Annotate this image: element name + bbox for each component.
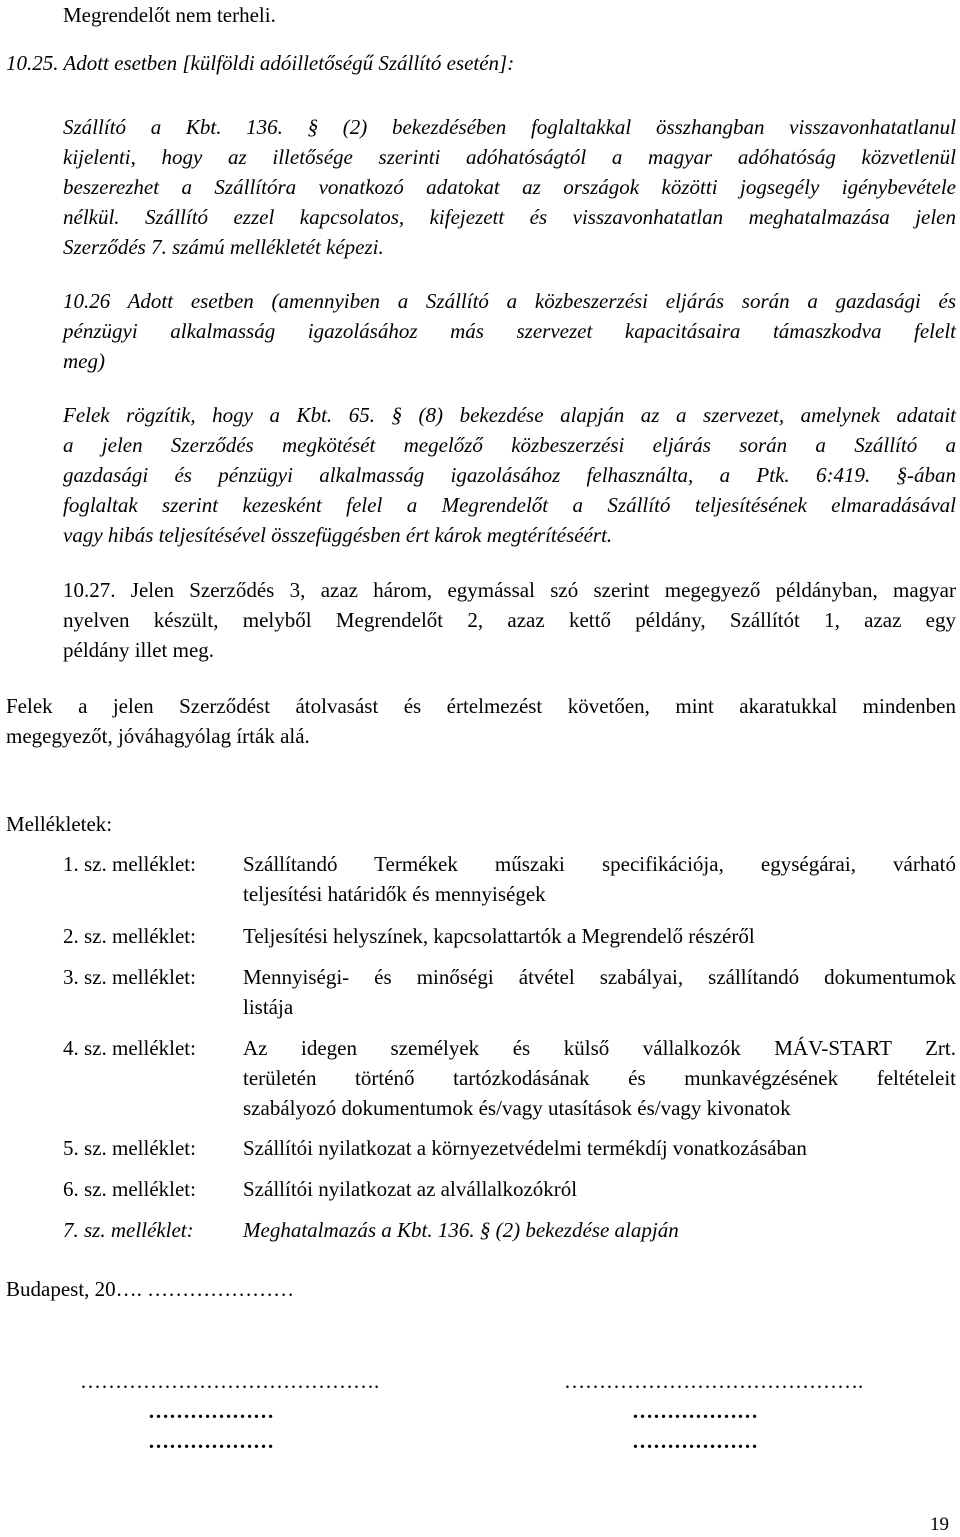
annex-description [243, 1215, 956, 1245]
signature-line-right: ……………………………………. [564, 1369, 864, 1393]
section-10-27 [63, 575, 956, 665]
section-10-25-body [63, 112, 956, 262]
annex-description [243, 1174, 956, 1204]
annex-description [243, 849, 956, 909]
section-line: Szállító a Kbt. 136. § (2) bekezdésében foglaltakkal összhangban visszavonhatatlanul [63, 115, 956, 139]
annex-number: 7. sz. melléklet: [63, 1218, 194, 1242]
section-10-25-heading: 10.25. Adott esetben [külföldi adóilletőségű Szállító esetén]: [6, 51, 515, 75]
annex-line: Szállítandó Termékek műszaki specifikációja, egységárai, várható [243, 852, 956, 876]
annex-number: 3. sz. melléklet: [63, 965, 196, 989]
signatory-name-left: ……………… [148, 1399, 274, 1423]
annex-line: listája [243, 995, 294, 1019]
section-line: Felek a jelen Szerződést átolvasást és értelmezést követően, mint akaratukkal mindenben [6, 694, 956, 718]
annex-number: 4. sz. melléklet: [63, 1036, 196, 1060]
signatory-title-left: ……………… [148, 1429, 274, 1453]
section-line: Felek rögzítik, hogy a Kbt. 65. § (8) bekezdése alapján az a szervezet, amelynek adatait [63, 403, 956, 427]
continuation-text: Megrendelőt nem terheli. [63, 3, 276, 27]
section-line: Szerződés 7. számú mellékletét képezi. [63, 235, 384, 259]
page-number: 19 [930, 1514, 949, 1535]
section-line: beszerezhet a Szállítóra vonatkozó adatokat az országok közötti jogsegély igénybevétele [63, 175, 956, 199]
annex-line: Szállítói nyilatkozat az alvállalkozókról [243, 1177, 578, 1201]
section-line: 10.27. Jelen Szerződés 3, azaz három, egymással szó szerint megegyező példányban, magyar [63, 578, 956, 602]
section-line: meg) [63, 349, 105, 373]
section-line: nyelven készült, melyből Megrendelőt 2, azaz kettő példány, Szállítót 1, azaz egy [63, 608, 956, 632]
section-line: foglaltak szerint kezesként felel a Megrendelőt a Szállító teljesítésének elmaradásával [63, 493, 956, 517]
closing-paragraph [6, 691, 956, 751]
section-10-26-heading [63, 286, 956, 376]
annex-description [243, 921, 956, 951]
section-line: kijelenti, hogy az illetősége szerinti adóhatóságtól a magyar adóhatóság közvetlenül [63, 145, 956, 169]
annex-description [243, 962, 956, 1022]
annex-number: 5. sz. melléklet: [63, 1136, 196, 1160]
section-line: példány illet meg. [63, 638, 215, 662]
annex-line: teljesítési határidők és mennyiségek [243, 882, 546, 906]
section-line: megegyezőt, jóváhagyólag írták alá. [6, 724, 310, 748]
signatory-title-right: ……………… [632, 1429, 758, 1453]
section-line: 10.26 Adott esetben (amennyiben a Szállító a közbeszerzési eljárás során a gazdasági és [63, 289, 956, 313]
annex-number: 2. sz. melléklet: [63, 924, 196, 948]
annex-number: 6. sz. melléklet: [63, 1177, 196, 1201]
section-line: gazdasági és pénzügyi alkalmasság igazolásához felhasználta, a Ptk. 6:419. §-ában [63, 463, 956, 487]
annex-line: területén történő tartózkodásának és munkavégzésének feltételeit [243, 1066, 956, 1090]
annex-description [243, 1033, 956, 1123]
annex-line: Az idegen személyek és külső vállalkozók MÁV-START Zrt. [243, 1036, 956, 1060]
signature-line-left: ……………………………………. [80, 1369, 380, 1393]
annex-line: Szállítói nyilatkozat a környezetvédelmi termékdíj vonatkozásában [243, 1136, 807, 1160]
annexes-title: Mellékletek: [6, 812, 113, 836]
section-10-26-body [63, 400, 956, 550]
place-date: Budapest, 20…. ………………… [6, 1277, 295, 1301]
section-line: nélkül. Szállító ezzel kapcsolatos, kifejezett és visszavonhatatlan meghatalmazása jelen [63, 205, 956, 229]
annex-description [243, 1133, 956, 1163]
section-line: a jelen Szerződés megkötését megelőző közbeszerzési eljárás során a Szállító a [63, 433, 956, 457]
annex-line: Teljesítési helyszínek, kapcsolattartók a Megrendelő részéről [243, 924, 755, 948]
annex-line: Meghatalmazás a Kbt. 136. § (2) bekezdése alapján [243, 1218, 679, 1242]
signatory-name-right: ……………… [632, 1399, 758, 1423]
annex-number: 1. sz. melléklet: [63, 852, 196, 876]
section-line: pénzügyi alkalmasság igazolásához más szervezet kapacitásaira támaszkodva felelt [63, 319, 956, 343]
annex-line: szabályozó dokumentumok és/vagy utasítások és/vagy kivonatok [243, 1096, 791, 1120]
section-line: vagy hibás teljesítésével összefüggésben ért károk megtérítéséért. [63, 523, 613, 547]
annex-line: Mennyiségi- és minőségi átvétel szabályai, szállítandó dokumentumok [243, 965, 956, 989]
